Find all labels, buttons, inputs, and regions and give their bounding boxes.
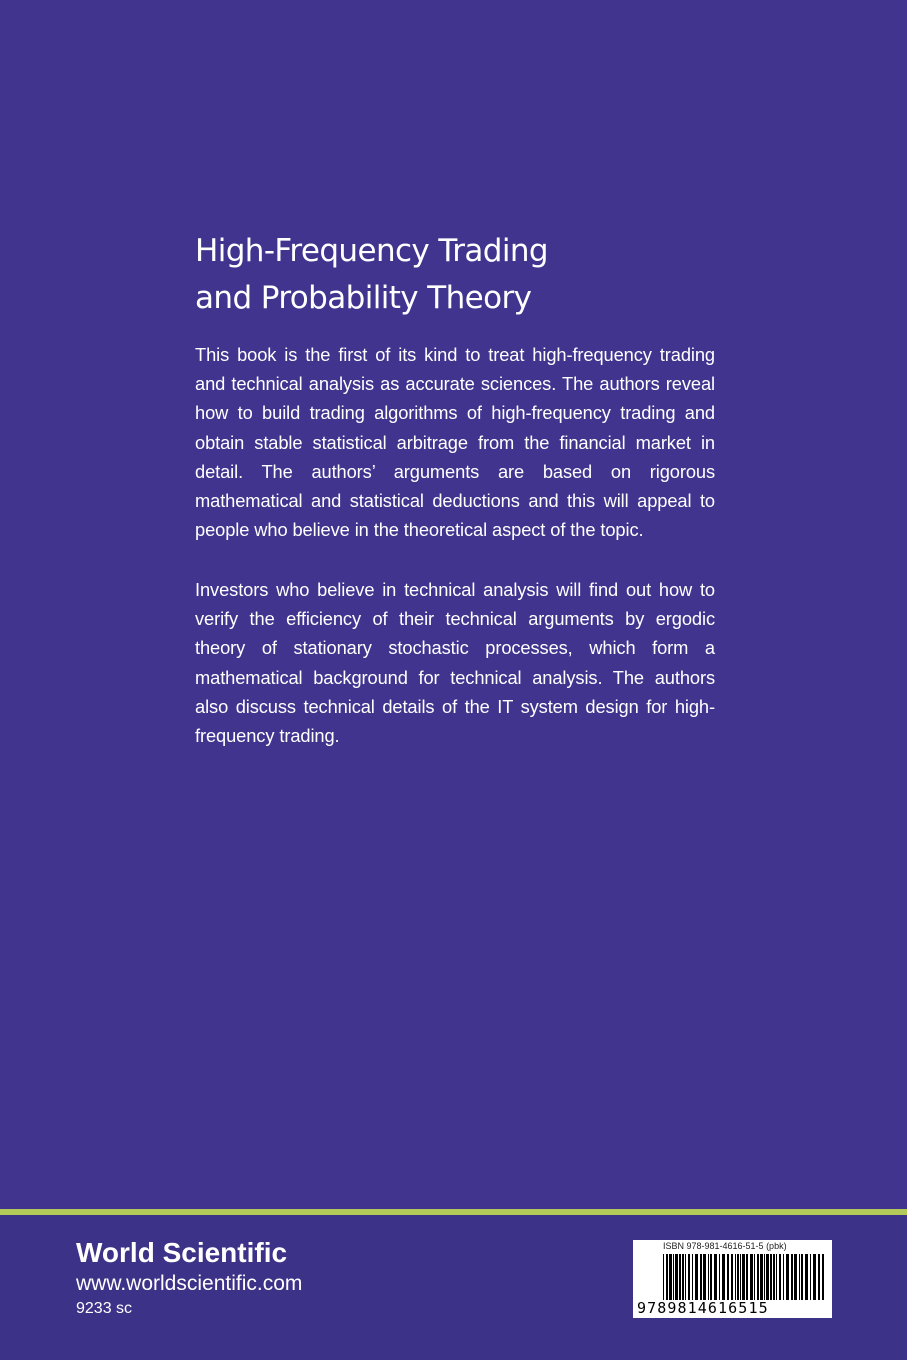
barcode-bar [779, 1254, 781, 1300]
barcode-bar [757, 1254, 759, 1300]
barcode-bar [740, 1254, 741, 1300]
barcode-bar [727, 1254, 729, 1300]
barcode-bar [679, 1254, 681, 1300]
barcode-bar [669, 1254, 672, 1300]
barcode-bar [776, 1254, 777, 1300]
barcode-bar [710, 1254, 712, 1300]
isbn-label: ISBN 978-981-4616-51-5 (pbk) [663, 1241, 787, 1251]
barcode-bar [746, 1254, 748, 1300]
barcode-digits: 9789814616515 [637, 1299, 769, 1317]
barcode-bar [682, 1254, 684, 1300]
barcode-bar [742, 1254, 745, 1300]
barcode-bar [695, 1254, 698, 1300]
barcode-bar [783, 1254, 784, 1300]
barcode-bar [685, 1254, 686, 1300]
barcode-bar [666, 1254, 668, 1300]
barcode-bar [760, 1254, 763, 1300]
barcode-bar [673, 1254, 674, 1300]
barcode-bar [735, 1254, 736, 1300]
publisher-code: 9233 sc [76, 1300, 133, 1317]
barcode-bar [700, 1254, 702, 1300]
barcode-bar [737, 1254, 739, 1300]
barcode-bar [688, 1254, 690, 1300]
description-paragraph-1: This book is the first of its kind to treat high-frequency trading and technical analysis as accurate sciences. The authors reveal how to build trading algorithms of high-frequency trading and obtain stable statistical arbitrage from the financial market in detail. The authors’ arguments are based on rigorous mathematical and statistical deductions and this will appeal to people who believe in the theoretical aspect of the topic. [195, 344, 715, 541]
barcode-bar [794, 1254, 797, 1300]
barcode-bar [764, 1254, 765, 1300]
barcode-bar [813, 1254, 816, 1300]
title-line-1: High-Frequency Trading [195, 233, 548, 269]
barcode-bar [810, 1254, 811, 1300]
barcode-bar [791, 1254, 793, 1300]
barcode-bar [731, 1254, 733, 1300]
barcode-bar [766, 1254, 769, 1300]
description-paragraph-2: Investors who believe in technical analysis will find out how to verify the efficiency of their technical arguments by ergodic theory of stationary stochastic processes, which form a mathematical background for technical analysis. The authors also discuss technical details of the IT system design for high-frequency trading. [195, 579, 715, 747]
barcode-bar [786, 1254, 789, 1300]
barcode-bar [754, 1254, 755, 1300]
barcode-bar [805, 1254, 808, 1300]
barcode-bar [692, 1254, 693, 1300]
barcode-bar [773, 1254, 775, 1300]
barcode-icon [663, 1254, 828, 1300]
barcode-bar [714, 1254, 717, 1300]
barcode-bar [799, 1254, 800, 1300]
barcode-panel [633, 1240, 832, 1318]
barcode-bar [663, 1254, 664, 1300]
barcode-bar [818, 1254, 820, 1300]
barcode-bar [750, 1254, 753, 1300]
title-line-2: and Probability Theory [195, 280, 532, 316]
barcode-bar [822, 1254, 824, 1300]
barcode-bar [770, 1254, 772, 1300]
barcode-bar [703, 1254, 706, 1300]
book-title [195, 228, 795, 322]
barcode-bar [722, 1254, 725, 1300]
barcode-bar [675, 1254, 678, 1300]
barcode-bar [708, 1254, 709, 1300]
publisher-name: World Scientific [76, 1237, 288, 1268]
barcode-bar [801, 1254, 803, 1300]
publisher-url: www.worldscientific.com [76, 1272, 303, 1295]
barcode-bar [719, 1254, 720, 1300]
